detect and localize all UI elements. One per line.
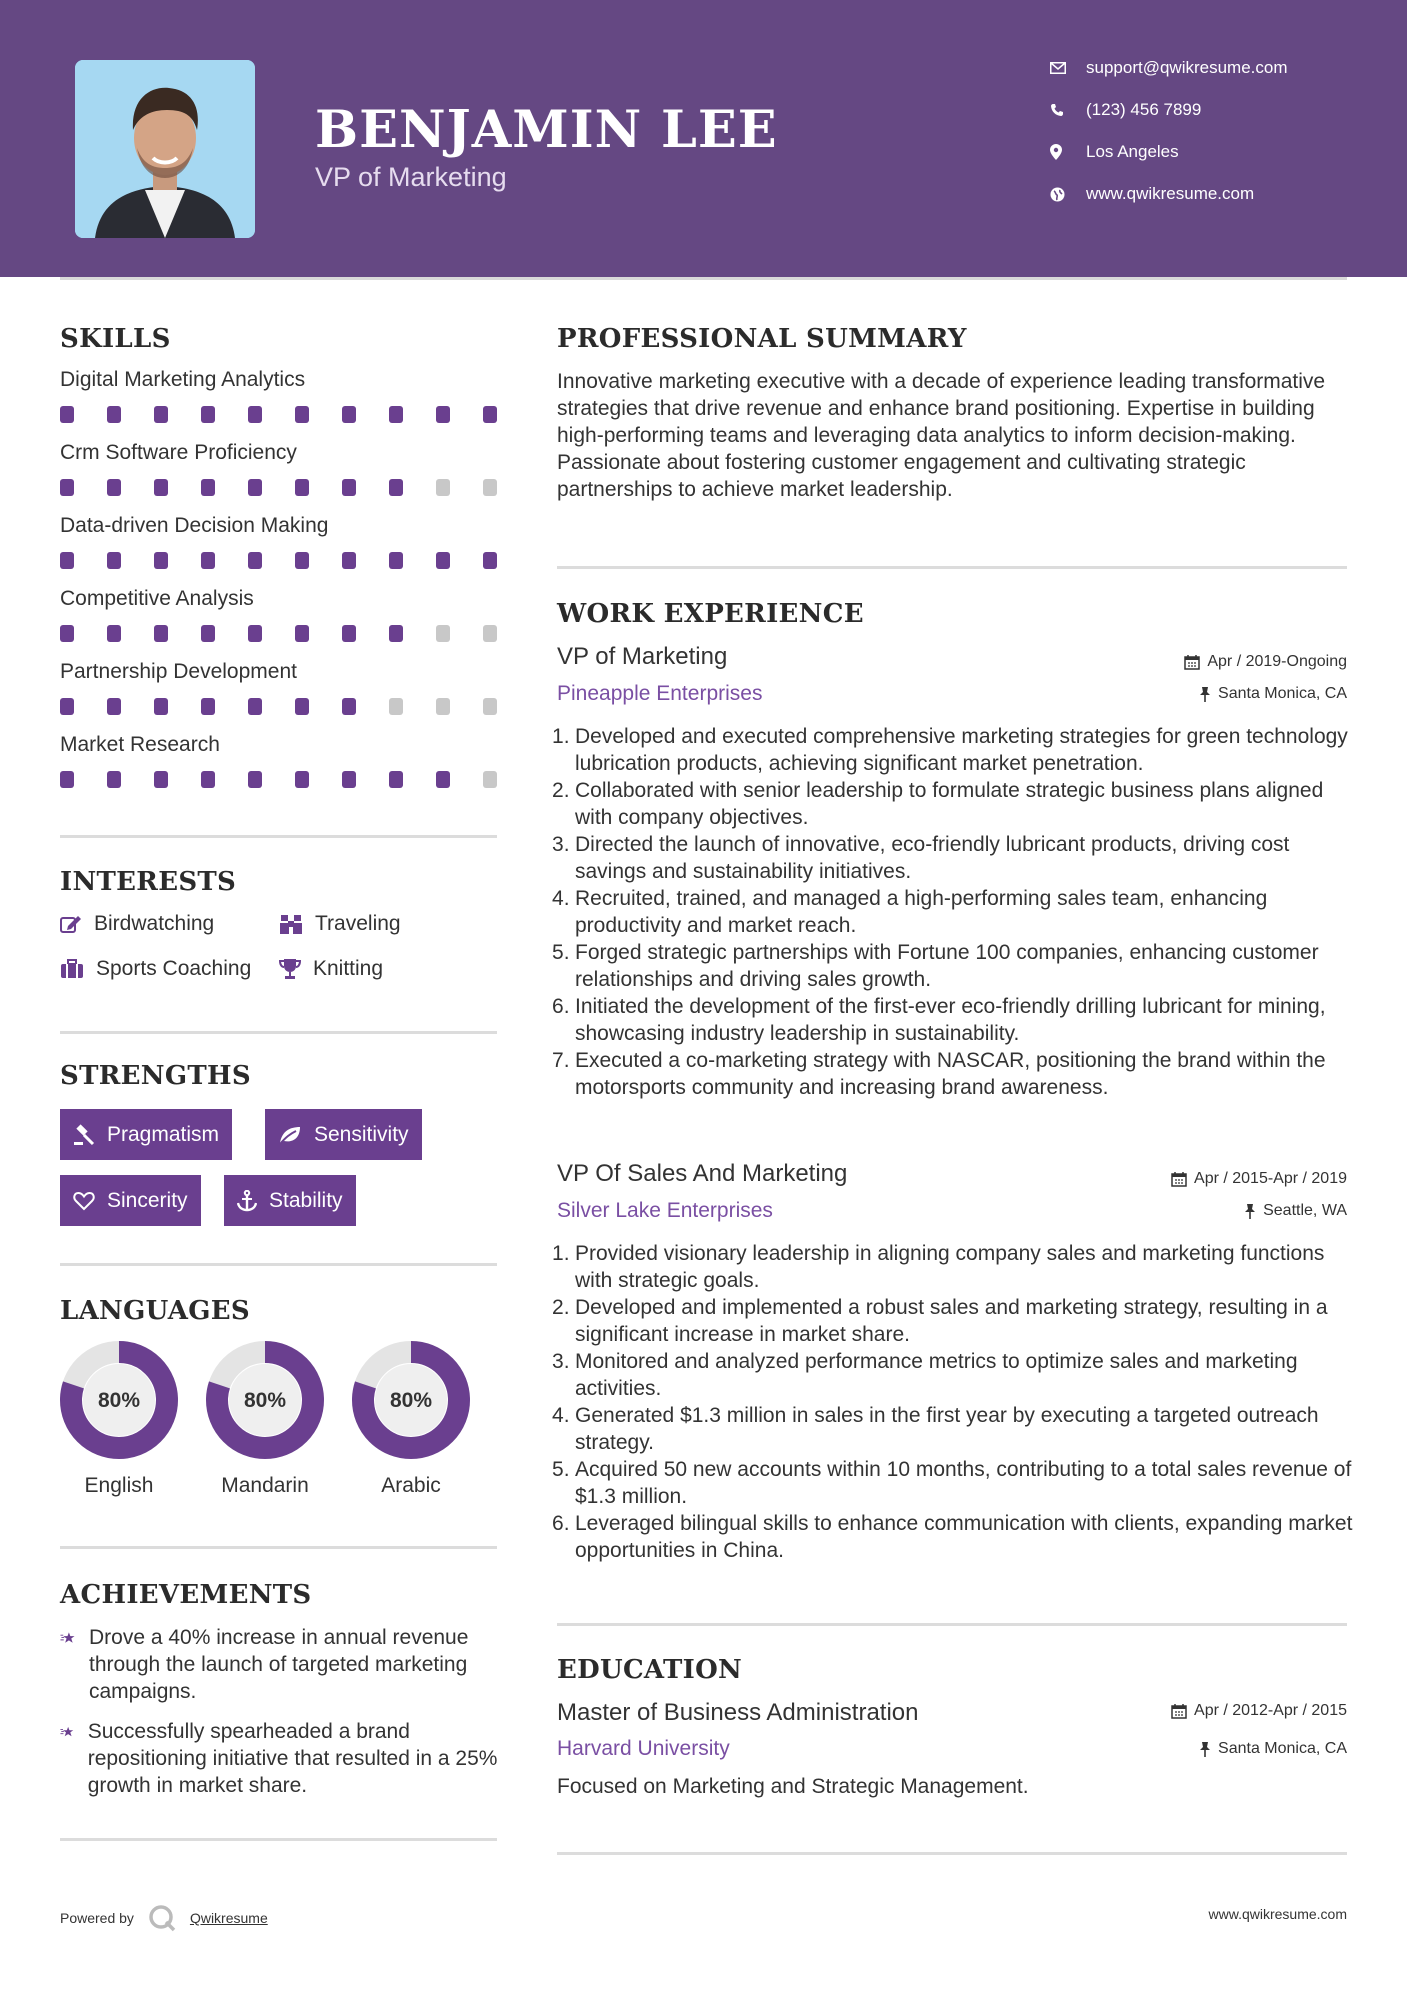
skill-rating-dot (248, 698, 262, 715)
skill-rating-dot (295, 771, 309, 788)
skill-rating-dot (389, 479, 403, 496)
skill-rating-dot (201, 552, 215, 569)
skills-title: SKILLS (60, 324, 171, 354)
skill-rating-dot (154, 406, 168, 423)
interest-label: Sports Coaching (96, 957, 252, 980)
language-gauge (203, 1338, 327, 1462)
job-duty: Developed and implemented a robust sales and marketing strategy, resulting in a significant increase in market share. (575, 1296, 1328, 1346)
skill-rating-dot (342, 771, 356, 788)
language-gauge (349, 1338, 473, 1462)
job-company: Pineapple Enterprises (557, 682, 763, 705)
job-duty: Leveraged bilingual skills to enhance communication with clients, expanding market opportunities in China. (575, 1512, 1353, 1562)
job-dates-text: Apr / 2015-Apr / 2019 (1194, 1170, 1347, 1187)
skill-rating (60, 406, 530, 423)
skill-rating (60, 771, 530, 788)
skill-rating-dot (107, 552, 121, 569)
job-company: Silver Lake Enterprises (557, 1199, 773, 1222)
skill-rating (60, 552, 530, 569)
job-duty: Forged strategic partnerships with Fortune 100 companies, enhancing customer relationships and driving sales growth. (575, 941, 1319, 991)
skill-rating-dot (248, 479, 262, 496)
education-location (1199, 1740, 1347, 1758)
strength-label: Sincerity (107, 1188, 188, 1212)
skill-rating (60, 479, 530, 496)
pushpin-icon (1244, 1203, 1256, 1219)
contact-email[interactable] (1050, 58, 1288, 78)
job-location-text: Seattle, WA (1263, 1202, 1347, 1219)
interest-item (279, 912, 401, 936)
heart-icon (73, 1191, 95, 1211)
languages-title: LANGUAGES (60, 1296, 250, 1326)
gauge-percent-label: 80% (97, 1389, 141, 1412)
star-achievement-icon (60, 1718, 74, 1746)
job-dates (1171, 1170, 1347, 1188)
skill-rating-dot (248, 625, 262, 642)
job-dates (1184, 653, 1347, 671)
divider (60, 835, 497, 838)
job-duty: Developed and executed comprehensive marketing strategies for green technology lubrication products, achieving significant market penetration. (575, 725, 1348, 775)
skill-rating-dot (295, 552, 309, 569)
job-duty: Initiated the development of the first-ever eco-friendly drilling lubricant for mining, showcasing industry leadership in sustainability. (575, 995, 1326, 1045)
language-name: Mandarin (221, 1474, 309, 1497)
education-dates-text: Apr / 2012-Apr / 2015 (1194, 1702, 1347, 1719)
skill-label: Market Research (60, 733, 220, 756)
contact-email-text: support@qwikresume.com (1086, 58, 1288, 77)
map-pin-icon (1050, 144, 1086, 160)
star-achievement-icon (60, 1624, 75, 1652)
job-duty: Executed a co-marketing strategy with NASCAR, positioning the brand within the motorsports community and increasing brand awareness. (575, 1049, 1326, 1099)
skill-rating-dot (248, 406, 262, 423)
skill-rating-dot (295, 625, 309, 642)
job-duty: Acquired 50 new accounts within 10 months, contributing to a total sales revenue of $1.3 million. (575, 1458, 1352, 1508)
divider (557, 1623, 1347, 1626)
job-duties-list (575, 723, 1355, 1101)
job-location-text: Santa Monica, CA (1218, 685, 1347, 702)
strength-chip (224, 1175, 356, 1226)
achievement-text: Drove a 40% increase in annual revenue through the launch of targeted marketing campaigns. (89, 1626, 469, 1703)
job-duties-list (575, 1240, 1355, 1564)
footer-powered-by (60, 1904, 268, 1932)
skill-rating-dot (436, 479, 450, 496)
skill-rating-dot (342, 479, 356, 496)
skill-rating-dot (107, 771, 121, 788)
edit-icon (60, 914, 82, 934)
language-name: Arabic (381, 1474, 441, 1497)
calendar-icon (1171, 1703, 1187, 1719)
globe-icon (1050, 187, 1086, 202)
skill-rating-dot (389, 406, 403, 423)
pushpin-icon (1199, 1741, 1211, 1757)
divider (60, 1031, 497, 1034)
education-description: Focused on Marketing and Strategic Management. (557, 1775, 1029, 1798)
skill-rating-dot (483, 698, 497, 715)
skill-rating-dot (201, 698, 215, 715)
skill-rating-dot (483, 479, 497, 496)
summary-text: Innovative marketing executive with a decade of experience leading transformative strategies that drive revenue and enhance brand positioning. Expertise in building high-performing teams and leveraging data analytics to inform decision-making. Passionate about fostering customer engagement and cultivating strategic partnerships to achieve market leadership. (557, 370, 1326, 501)
candidate-role: VP of Marketing (315, 162, 507, 192)
interest-label: Knitting (313, 957, 384, 980)
skill-rating-dot (201, 771, 215, 788)
skill-rating-dot (436, 625, 450, 642)
skill-rating-dot (107, 406, 121, 423)
skill-label: Data-driven Decision Making (60, 514, 329, 537)
skill-rating-dot (154, 479, 168, 496)
profile-photo (75, 60, 255, 238)
education-school: Harvard University (557, 1737, 730, 1760)
contact-website[interactable] (1050, 184, 1254, 204)
job-location (1244, 1202, 1347, 1220)
language-gauge (57, 1338, 181, 1462)
skill-rating-dot (107, 625, 121, 642)
qwikresume-logo-icon (148, 1904, 178, 1932)
achievement-item (60, 1624, 500, 1705)
contact-location (1050, 142, 1179, 162)
skill-rating-dot (436, 771, 450, 788)
footer-brand-link[interactable]: Qwikresume (189, 1910, 268, 1926)
anchor-icon (237, 1190, 257, 1212)
envelope-icon (1050, 62, 1086, 74)
interest-item (60, 957, 251, 981)
interests-title: INTERESTS (60, 867, 237, 897)
skill-rating-dot (342, 698, 356, 715)
job-title: VP Of Sales And Marketing (557, 1160, 848, 1187)
strength-chip (60, 1175, 201, 1226)
divider (60, 1546, 497, 1549)
strength-label: Stability (269, 1188, 343, 1212)
interest-label: Birdwatching (94, 912, 215, 935)
footer-url[interactable]: www.qwikresume.com (1208, 1906, 1347, 1922)
skill-rating-dot (389, 698, 403, 715)
skill-rating-dot (483, 771, 497, 788)
skill-rating-dot (436, 698, 450, 715)
binoculars-icon (279, 913, 303, 935)
skill-rating-dot (60, 771, 74, 788)
divider (557, 566, 1347, 569)
skill-rating-dot (483, 552, 497, 569)
skill-rating-dot (483, 625, 497, 642)
skill-rating-dot (107, 698, 121, 715)
summary-title: PROFESSIONAL SUMMARY (557, 324, 967, 354)
education-title: EDUCATION (557, 1655, 743, 1685)
education-degree: Master of Business Administration (557, 1699, 919, 1726)
skill-rating-dot (60, 552, 74, 569)
skill-rating (60, 625, 530, 642)
strength-label: Pragmatism (107, 1122, 220, 1146)
skill-rating-dot (248, 771, 262, 788)
skill-rating-dot (60, 479, 74, 496)
skill-rating-dot (483, 406, 497, 423)
language-name: English (84, 1474, 154, 1497)
job-dates-text: Apr / 2019-Ongoing (1207, 653, 1347, 670)
job-duty: Collaborated with senior leadership to formulate strategic business plans aligned with company objectives. (575, 779, 1324, 829)
skill-rating-dot (248, 552, 262, 569)
education-location-text: Santa Monica, CA (1218, 1740, 1347, 1757)
skill-label: Digital Marketing Analytics (60, 368, 306, 391)
resume-header (0, 0, 1407, 277)
job-duty: Provided visionary leadership in aligning company sales and marketing functions with strategic goals. (575, 1242, 1325, 1292)
skill-rating-dot (295, 406, 309, 423)
interest-item (60, 912, 214, 936)
candidate-name: BENJAMIN LEE (315, 100, 778, 160)
contact-phone[interactable] (1050, 100, 1201, 120)
job-location (1199, 685, 1347, 703)
gavel-icon (73, 1124, 95, 1146)
skill-rating-dot (342, 625, 356, 642)
divider (60, 1838, 497, 1841)
skill-rating-dot (201, 406, 215, 423)
divider (557, 1852, 1347, 1855)
achievements-title: ACHIEVEMENTS (60, 1580, 312, 1610)
trophy-icon (279, 958, 301, 980)
skill-rating-dot (60, 625, 74, 642)
gauge-percent-label: 80% (389, 1389, 433, 1412)
skill-rating-dot (342, 552, 356, 569)
contact-website-text: www.qwikresume.com (1086, 184, 1255, 203)
skill-rating-dot (389, 552, 403, 569)
gauge-percent-label: 80% (243, 1389, 287, 1412)
briefcase-icon (60, 959, 84, 979)
skill-rating-dot (154, 552, 168, 569)
job-duty: Monitored and analyzed performance metrics to optimize sales and marketing activities. (575, 1350, 1298, 1400)
skill-rating-dot (60, 698, 74, 715)
education-dates (1171, 1702, 1347, 1720)
contact-location-text: Los Angeles (1086, 142, 1179, 161)
skill-rating-dot (201, 479, 215, 496)
achievement-item (60, 1718, 500, 1799)
skill-rating-dot (389, 625, 403, 642)
skill-rating-dot (389, 771, 403, 788)
contact-phone-text: (123) 456 7899 (1086, 100, 1202, 119)
skill-rating-dot (295, 698, 309, 715)
interest-label: Traveling (315, 912, 401, 935)
skill-rating-dot (107, 479, 121, 496)
phone-icon (1050, 103, 1086, 117)
skill-rating-dot (436, 406, 450, 423)
divider (60, 1263, 497, 1266)
skill-rating-dot (154, 771, 168, 788)
achievement-text: Successfully spearheaded a brand repositioning initiative that resulted in a 25% growth in market share. (87, 1720, 498, 1797)
job-duty: Recruited, trained, and managed a high-performing sales team, enhancing productivity and market reach. (575, 887, 1268, 937)
skill-label: Partnership Development (60, 660, 297, 683)
skill-rating-dot (201, 625, 215, 642)
strength-label: Sensitivity (314, 1122, 409, 1146)
strength-chip (60, 1109, 232, 1160)
job-title: VP of Marketing (557, 643, 728, 670)
skill-rating-dot (154, 698, 168, 715)
skill-label: Competitive Analysis (60, 587, 254, 610)
job-duty: Generated $1.3 million in sales in the first year by executing a targeted outreach strategy. (575, 1404, 1319, 1454)
leaf-icon (278, 1125, 302, 1145)
skill-label: Crm Software Proficiency (60, 441, 297, 464)
skill-rating-dot (60, 406, 74, 423)
skill-rating-dot (436, 552, 450, 569)
experience-title: WORK EXPERIENCE (557, 599, 864, 629)
calendar-icon (1184, 654, 1200, 670)
interest-item (279, 957, 383, 981)
strength-chip (265, 1109, 422, 1160)
skill-rating (60, 698, 530, 715)
powered-by-text: Powered by (60, 1910, 134, 1926)
skill-rating-dot (154, 625, 168, 642)
skill-rating-dot (295, 479, 309, 496)
skill-rating-dot (342, 406, 356, 423)
pushpin-icon (1199, 686, 1211, 702)
calendar-icon (1171, 1171, 1187, 1187)
strengths-title: STRENGTHS (60, 1061, 251, 1091)
job-duty: Directed the launch of innovative, eco-friendly lubricant products, driving cost savings and sustainability initiatives. (575, 833, 1290, 883)
header-divider (60, 277, 1347, 280)
